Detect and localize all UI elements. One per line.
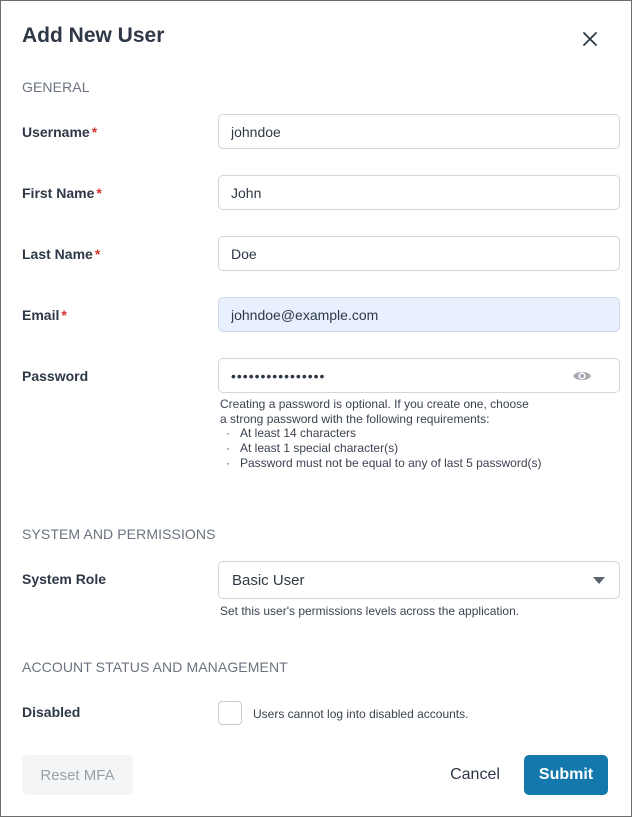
disabled-help: Users cannot log into disabled accounts. xyxy=(253,707,469,721)
reset-mfa-button[interactable]: Reset MFA xyxy=(22,755,133,795)
section-general-title: GENERAL xyxy=(22,79,90,95)
email-input[interactable] xyxy=(218,297,620,332)
password-input[interactable] xyxy=(218,358,620,393)
system-role-help: Set this user's permissions levels across the application. xyxy=(220,604,520,618)
email-label xyxy=(22,307,67,323)
submit-button[interactable]: Submit xyxy=(524,755,608,795)
section-account-title: ACCOUNT STATUS AND MANAGEMENT xyxy=(22,659,288,675)
password-help-line-1: Creating a password is optional. If you create one, choose xyxy=(220,397,529,411)
eye-icon xyxy=(572,369,592,383)
username-label-text: Username xyxy=(22,124,90,140)
first-name-input[interactable] xyxy=(218,175,620,210)
required-marker: * xyxy=(96,185,102,201)
dialog-title: Add New User xyxy=(22,24,165,47)
bullet: · xyxy=(226,441,230,455)
close-icon xyxy=(583,32,597,46)
last-name-input[interactable] xyxy=(218,236,620,271)
last-name-label xyxy=(22,246,100,262)
disabled-checkbox[interactable] xyxy=(218,701,242,725)
disabled-label: Disabled xyxy=(22,704,81,720)
first-name-label-text: First Name xyxy=(22,185,95,201)
chevron-down-icon xyxy=(593,577,605,585)
password-label: Password xyxy=(22,368,89,384)
password-requirements-list xyxy=(226,426,541,471)
cancel-button[interactable]: Cancel xyxy=(437,755,513,795)
first-name-label xyxy=(22,185,102,201)
required-marker: * xyxy=(61,307,67,323)
close-button[interactable] xyxy=(577,26,603,52)
email-label-text: Email xyxy=(22,307,60,323)
toggle-password-visibility-button[interactable] xyxy=(570,366,594,386)
list-item xyxy=(226,441,541,456)
password-help-line-2: a strong password with the following requirements: xyxy=(220,412,490,426)
username-input[interactable] xyxy=(218,114,620,149)
system-role-value: Basic User xyxy=(232,572,305,589)
list-item xyxy=(226,426,541,441)
bullet: · xyxy=(226,426,230,440)
list-item xyxy=(226,456,541,471)
requirement-text: At least 1 special character(s) xyxy=(240,441,399,455)
username-label xyxy=(22,124,97,140)
password-field xyxy=(218,358,620,393)
section-permissions-title: SYSTEM AND PERMISSIONS xyxy=(22,526,216,542)
system-role-label: System Role xyxy=(22,571,107,587)
last-name-label-text: Last Name xyxy=(22,246,93,262)
required-marker: * xyxy=(94,246,101,262)
system-role-select[interactable] xyxy=(218,561,620,599)
password-help xyxy=(220,397,529,427)
bullet: · xyxy=(226,456,230,470)
required-marker: * xyxy=(91,124,98,140)
requirement-text: At least 14 characters xyxy=(240,426,357,440)
requirement-text: Password must not be equal to any of last 5 password(s) xyxy=(240,456,542,470)
